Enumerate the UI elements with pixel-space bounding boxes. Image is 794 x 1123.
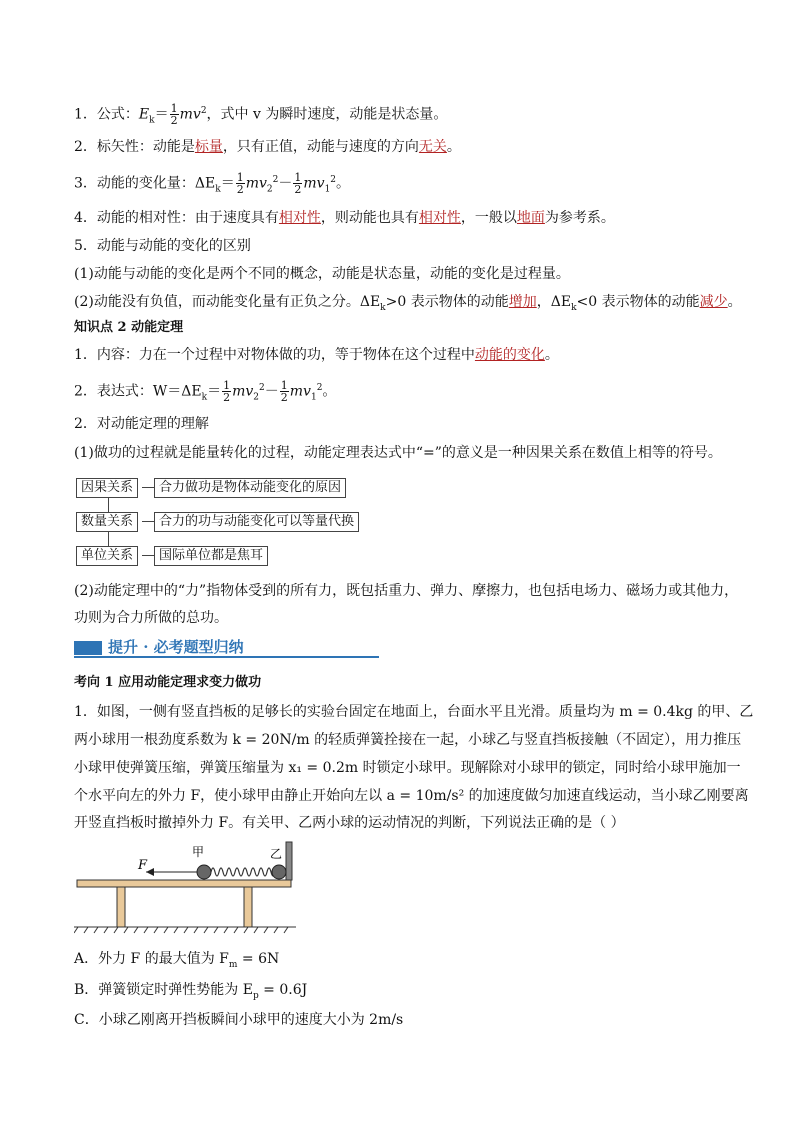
- question-text-5: 开竖直挡板时撤掉外力 F。有关甲、乙两小球的运动情况的判断，下列说法正确的是（ ）: [74, 815, 625, 831]
- ball-yi: [272, 865, 286, 879]
- question-text-2: 两小球用一根劲度系数为 k = 20N/m 的轻质弹簧拴接在一起，小球乙与竖直挡板接触（不固定），用力推压: [74, 732, 742, 748]
- fraction-half: $\frac{1}{2}$: [170, 102, 178, 128]
- difference-point-2: (2)动能没有负值，而动能变化量有正负之分。$\Delta E_k>0$ 表示物体的动能增加，$\Delta E_k<0$ 表示物体的动能减少。: [74, 294, 742, 313]
- label-unit: 单位关系: [76, 546, 138, 566]
- text-quantity: 合力的功与动能变化可以等量代换: [154, 512, 359, 532]
- understanding-point-2-cont: 功则为合力所做的总功。: [74, 610, 228, 626]
- scalar-vector-line: 2．标矢性：动能是标量，只有正值，动能与速度的方向无关。: [74, 139, 461, 155]
- option-b[interactable]: B．弹簧锁定时弹性势能为 $E_p = 0.6J$: [74, 982, 308, 1001]
- understanding-point-1: (1)做功的过程就是能量转化的过程，动能定理表达式中“=”的意义是一种因果关系在数值上相等的符号。: [74, 445, 722, 461]
- relativity-line: 4．动能的相对性：由于速度具有相对性，则动能也具有相对性，一般以地面为参考系。: [74, 210, 615, 226]
- label-jia: 甲: [192, 845, 205, 859]
- option-a[interactable]: A．外力 F 的最大值为 $F_m = 6N$: [74, 951, 280, 970]
- question-heading: 考向 1 应用动能定理求变力做功: [74, 675, 262, 690]
- understanding-point-2: (2)动能定理中的“力”指物体受到的所有力，既包括重力、弹力、摩擦力，也包括电场力、磁场力或其他力，: [74, 583, 739, 599]
- option-c[interactable]: C．小球乙刚离开挡板瞬间小球甲的速度大小为 2m/s: [74, 1012, 404, 1028]
- label-quantity: 数量关系: [76, 512, 138, 532]
- text-causal: 合力做功是物体动能变化的原因: [154, 478, 346, 498]
- understanding-heading: 2．对动能定理的理解: [74, 416, 209, 432]
- expression-line: 2．表达式：$W=\Delta E_k=$ $\frac{1}{2}$ $mv_2^2-$ $\frac{1}{2}$ $mv_1^2$。: [74, 379, 337, 405]
- banner-title: 提升 · 必考题型归纳: [108, 638, 244, 656]
- question-text-3: 小球甲使弹簧压缩，弹簧压缩量为 x₁ = 0.2m 时锁定小球甲。现解除对小球甲的锁定，同时给小球甲施加一: [74, 760, 741, 776]
- section-title-knowledge-2: 知识点 2 动能定理: [74, 320, 184, 335]
- question-text-4: 个水平向左的外力 F，使小球甲由静止开始向左以 a = 10m/s² 的加速度做匀加速直线运动，当小球乙刚要离: [74, 788, 749, 804]
- ball-jia: [197, 865, 211, 879]
- difference-point-1: (1)动能与动能的变化是两个不同的概念，动能是状态量，动能的变化是过程量。: [74, 266, 570, 282]
- section-banner: [74, 636, 379, 658]
- text-unit: 国际单位都是焦耳: [154, 546, 268, 566]
- change-line: 3．动能的变化量：$\Delta E_k=$ $\frac{1}{2}$ $mv_2^2-$ $\frac{1}{2}$ $mv_1^2$。: [74, 171, 351, 197]
- content-line: 1．内容：力在一个过程中对物体做的功，等于物体在这个过程中动能的变化。: [74, 347, 559, 363]
- label-causal: 因果关系: [76, 478, 138, 498]
- label-yi: 乙: [270, 847, 283, 861]
- question-text-1: 1．如图，一侧有竖直挡板的足够长的实验台固定在地面上，台面水平且光滑。质量均为 m = 0.4kg 的甲、乙: [74, 704, 754, 720]
- spring: [211, 868, 275, 876]
- formula-line: 1．公式：$E_k=$ $\frac{1}{2}$ $mv^2$，式中 v 为瞬时速度，动能是状态量。: [74, 102, 448, 128]
- difference-heading: 5．动能与动能的变化的区别: [74, 238, 251, 254]
- force-label: F: [138, 858, 148, 873]
- experiment-figure: [74, 838, 299, 938]
